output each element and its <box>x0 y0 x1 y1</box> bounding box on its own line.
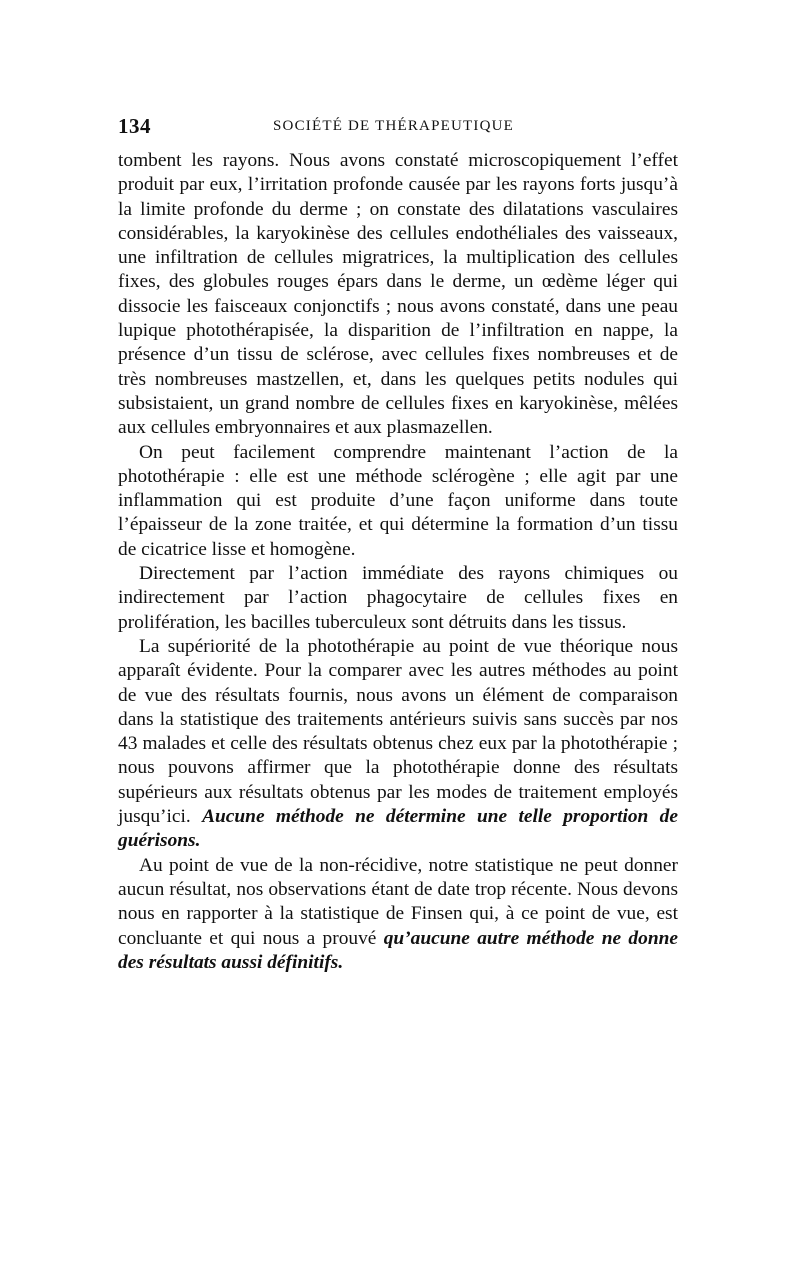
paragraph-1-text: tombent les rayons. Nous avons constaté microscopiquement l’effet produit par eux, l’irritation profonde causée par les rayons forts jusqu’à la limite profonde du derme ; on constate des dilatations vasculaires considérables, la karyokinèse des cellules endothéliales des vaisseaux, une infiltration de cellules migratrices, la multiplication des cellules fixes, des globules rouges épars dans le derme, un œdème léger qui dissocie les faisceaux conjonctifs ; nous avons constaté, dans une peau lupique photothérapisée, la disparition de l’infiltration en nappe, la présence d’un tissu de sclérose, avec cellules fixes nombreuses et de très nombreuses mastzellen, et, dans les quelques petits nodules qui subsistaient, un grand nombre de cellules fixes en karyokinèse, mêlées aux cellules embryonnaires et aux plasmazellen. <box>118 150 678 439</box>
paragraph-5-text: Au point de vue de la non-récidive, notre statistique ne peut donner aucun résultat, nos observations étant de date trop récente. Nous devons nous en rapporter à la statistique de Finsen qui, à ce point de vue, est concluante et qui nous a prouvé <box>118 854 678 949</box>
paragraph-5-emphasis: qu’aucune autre méthode ne donne des résultats aussi définitifs. <box>118 927 678 973</box>
page-number: 134 <box>118 114 151 138</box>
paragraph-2 <box>118 441 678 562</box>
paragraph-1 <box>118 149 678 441</box>
running-title: SOCIÉTÉ DE THÉRAPEUTIQUE <box>273 118 515 134</box>
paragraph-2-text: On peut facilement comprendre maintenant l’action de la photothérapie : elle est une méthode sclérogène ; elle agit par une inflammation qui est produite d’une façon uniforme dans toute l’épaisseur de la zone traitée, et qui détermine la formation d’un tissu de cicatrice lisse et homogène. <box>118 441 678 560</box>
paragraph-3-text: Directement par l’action immédiate des rayons chimiques ou indirectement par l’action phagocytaire de cellules fixes en prolifération, les bacilles tuberculeux sont détruits dans les tissus. <box>118 563 678 633</box>
paragraph-4-emphasis: Aucune méthode ne détermine une telle proportion de guérisons. <box>118 806 678 852</box>
paragraph-4-text: La supériorité de la photothérapie au point de vue théorique nous apparaît évidente. Pour la comparer avec les autres méthodes au point de vue des résultats fournis, nous avons un élément de comparaison dans la statistique des traitements antérieurs suivis sans succès par nos 43 malades et celle des résultats obtenus chez eux par la photothérapie ; nous pouvons affirmer que la photothérapie donne des résultats supérieurs aux résultats obtenus par les modes de traitement employés jusqu’ici. <box>118 635 678 828</box>
paragraph-3 <box>118 562 678 635</box>
body-text <box>118 149 678 975</box>
paragraph-5 <box>118 854 678 975</box>
page-header <box>118 114 678 138</box>
paragraph-4 <box>118 635 678 854</box>
